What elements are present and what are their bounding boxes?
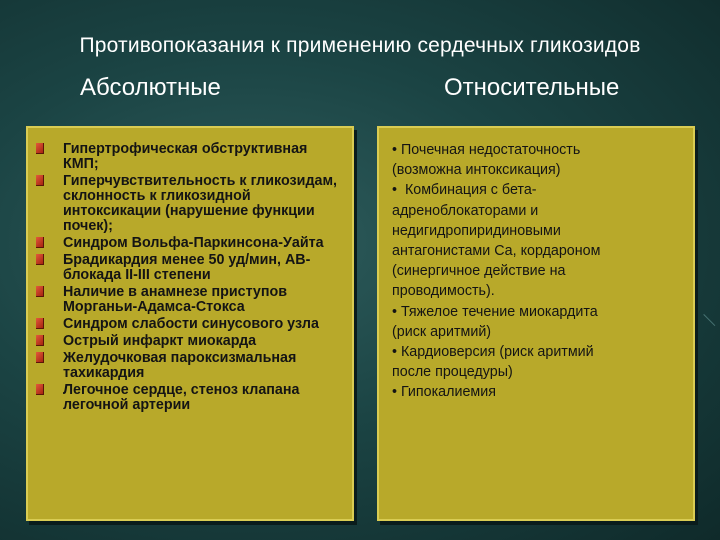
text-line: после процедуры) xyxy=(392,364,513,381)
text-line: (синергичное действие на xyxy=(392,263,566,280)
list-item xyxy=(36,317,344,332)
text-line: (риск аритмий) xyxy=(392,323,492,340)
text-line: • Гипокалиемия xyxy=(392,384,496,401)
list-item-text: Острый инфаркт миокарда xyxy=(63,333,257,349)
text-line: (возможна интоксикация) xyxy=(392,162,561,179)
text-line: недигидропиридиновыми xyxy=(392,222,561,239)
text-line: адреноблокаторами и xyxy=(392,202,539,219)
list-item xyxy=(36,334,344,349)
square-bullet-icon xyxy=(36,286,44,297)
square-bullet-icon xyxy=(36,384,44,395)
relative-contraindications-panel xyxy=(377,126,695,521)
list-item xyxy=(36,285,344,315)
text-line: антагонистами Са, кордароном xyxy=(392,243,601,260)
square-bullet-icon xyxy=(36,175,44,186)
list-item-text: Синдром слабости синусового узла xyxy=(63,316,319,332)
list-item-text: Желудочковая пароксизмальная тахикардия xyxy=(63,350,297,381)
list-item-text: Брадикардия менее 50 уд/мин, АВ-блокада II-III степени xyxy=(63,252,311,283)
list-item-text: Синдром Вольфа-Паркинсона-Уайта xyxy=(63,235,324,251)
text-line: проводимость). xyxy=(392,283,495,300)
list-item xyxy=(36,253,344,283)
text-line: • Почечная недостаточность xyxy=(392,142,581,158)
absolute-list xyxy=(28,128,352,413)
square-bullet-icon xyxy=(36,318,44,329)
list-item-text: Гипертрофическая обструктивная КМП; xyxy=(63,141,308,172)
square-bullet-icon xyxy=(36,237,44,248)
absolute-heading: Абсолютные xyxy=(80,74,221,101)
slide-title: Противопоказания к применению сердечных гликозидов xyxy=(79,34,641,57)
relative-heading: Относительные xyxy=(444,74,620,101)
text-line: • Комбинация с бета- xyxy=(392,182,537,199)
square-bullet-icon xyxy=(36,352,44,363)
list-item-text: Наличие в анамнезе приступов Морганьи-Адамса-Стокса xyxy=(63,284,288,315)
list-item-text: Гиперчувствительность к гликозидам, склонность к гликозидной интоксикации (нарушение функции почек); xyxy=(63,173,338,234)
list-item xyxy=(36,236,344,251)
list-item xyxy=(36,142,344,172)
text-line: • Кардиоверсия (риск аритмий xyxy=(392,344,594,361)
list-item-text: Легочное сердце, стеноз клапана легочной артерии xyxy=(63,382,300,413)
square-bullet-icon xyxy=(36,143,44,154)
absolute-contraindications-panel xyxy=(26,126,354,521)
text-line: • Тяжелое течение миокардита xyxy=(392,303,598,320)
list-item xyxy=(36,174,344,234)
square-bullet-icon xyxy=(36,335,44,346)
relative-text-block xyxy=(379,128,693,403)
list-item xyxy=(36,383,344,413)
square-bullet-icon xyxy=(36,254,44,265)
list-item xyxy=(36,351,344,381)
